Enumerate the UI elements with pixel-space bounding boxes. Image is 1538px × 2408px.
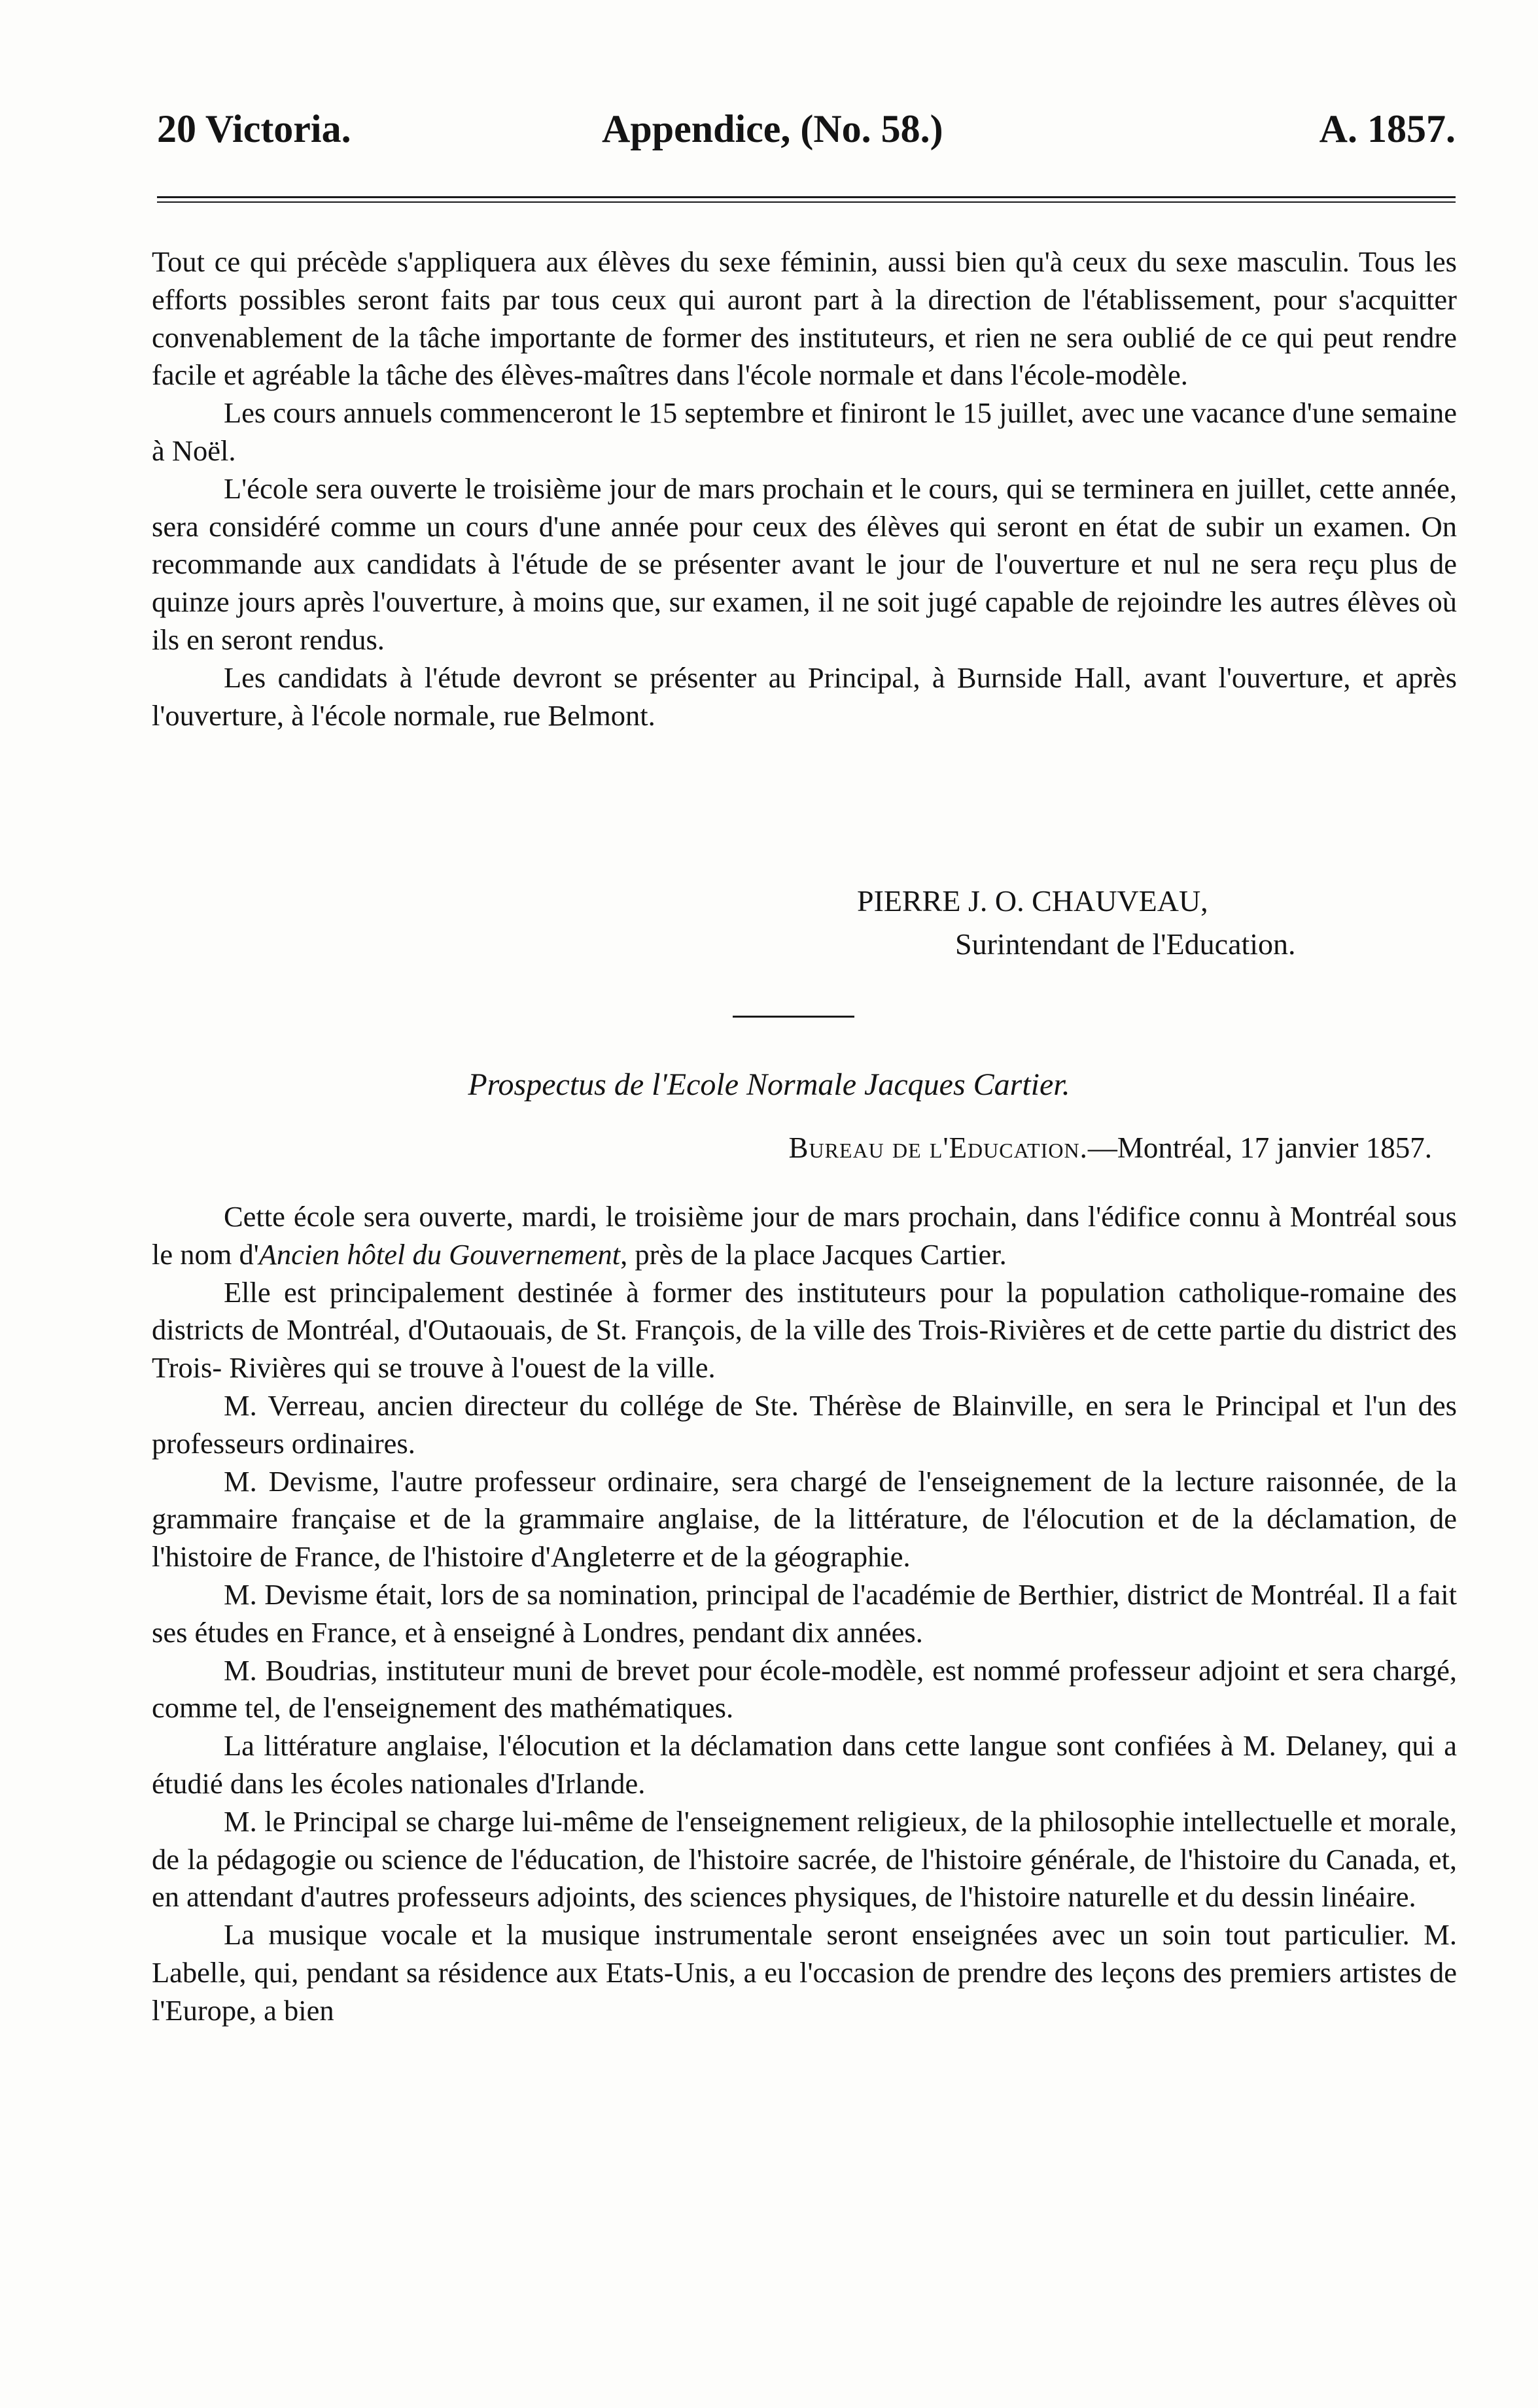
text-run: Cette école sera ouverte, mardi, le troisième jour de mars prochain, dans l'édifice connu à Montréal sous le nom d' — [152, 1200, 1457, 1271]
paragraph: La littérature anglaise, l'élocution et la déclamation dans cette langue sont confiées à M. Delaney, qui a étudié dans les écoles nationales d'Irlande. — [152, 1729, 1457, 1800]
section-divider — [733, 1016, 854, 1018]
paragraph: Les candidats à l'étude devront se présenter au Principal, à Burnside Hall, avant l'ouverture, et après l'ouverture, à l'école normale, rue Belmont. — [152, 661, 1457, 732]
paragraph: La musique vocale et la musique instrumentale seront enseignées avec un soin tout particulier. M. Labelle, qui, pendant sa résidence aux Etats-Unis, a eu l'occasion de prendre des leçons des premiers artistes de l'Europe, a bien — [152, 1918, 1457, 2027]
signature-title: Surintendant de l'Education. — [955, 927, 1296, 961]
paragraph — [152, 1198, 1457, 1274]
paragraph: Les cours annuels commenceront le 15 septembre et finiront le 15 juillet, avec une vacance d'une semaine à Noël. — [152, 396, 1457, 467]
dateline-office: Bureau de l'Education. — [788, 1131, 1088, 1164]
building-name: Ancien hôtel du Gouvernement — [258, 1237, 621, 1271]
header-double-rule — [157, 196, 1456, 203]
running-header — [157, 99, 1456, 158]
dateline-place-date: —Montréal, 17 janvier 1857. — [1087, 1131, 1432, 1164]
paragraph: L'école sera ouverte le troisième jour de mars prochain et le cours, qui se terminera en juillet, cette année, sera considéré comme un cours d'une année pour ceux des élèves qui seront en état de subir un examen. On recommande aux candidats à l'étude de se présenter avant le jour de l'ouverture et nul ne sera reçu plus de quinze jours après l'ouverture, à moins que, sur examen, il ne soit jugé capable de rejoindre les autres élèves où ils en seront rendus. — [152, 472, 1457, 656]
header-year: A. 1857. — [1319, 107, 1456, 150]
signature-name: PIERRE J. O. CHAUVEAU, — [857, 884, 1208, 918]
prospectus-body — [152, 1198, 1457, 2030]
paragraph: M. le Principal se charge lui-même de l'enseignement religieux, de la philosophie intellectuelle et morale, de la pédagogie ou science de l'éducation, de l'histoire sacrée, de l'histoire générale, de l'histoire du Canada, et, en attendant d'autres professeurs adjoints, des sciences physiques, de l'histoire naturelle et du dessin linéaire. — [152, 1804, 1457, 1914]
text-run: , près de la place Jacques Cartier. — [620, 1237, 1007, 1271]
prospectus-title: Prospectus de l'Ecole Normale Jacques Cartier. — [468, 1067, 1070, 1102]
paragraph: Tout ce qui précède s'appliquera aux élèves du sexe féminin, aussi bien qu'à ceux du sexe masculin. Tous les efforts possibles seront faits par tous ceux qui auront part à la direction de l'établissement, pour s'acquitter convenablement de la tâche importante de former des instituteurs, et rien ne sera oublié de ce qui peut rendre facile et agréable la tâche des élèves-maîtres dans l'école normale et dans l'école-modèle. — [152, 245, 1457, 392]
paragraph: M. Boudrias, instituteur muni de brevet pour école-modèle, est nommé professeur adjoint et sera chargé, comme tel, de l'enseignement des mathématiques. — [152, 1653, 1457, 1725]
dateline — [789, 1126, 1432, 1169]
paragraph: M. Devisme était, lors de sa nomination, principal de l'académie de Berthier, district de Montréal. Il a fait ses études en France, et à enseigné à Londres, pendant dix années. — [152, 1577, 1457, 1649]
signature-block — [857, 880, 1296, 966]
header-session: 20 Victoria. — [157, 107, 351, 150]
paragraph: M. Devisme, l'autre professeur ordinaire, sera chargé de l'enseignement de la lecture raisonnée, de la grammaire française et de la grammaire anglaise, de la littérature, de l'élocution et de la déclamation, de l'histoire de France, de l'histoire d'Angleterre et de la géographie. — [152, 1464, 1457, 1574]
paragraph: Elle est principalement destinée à former des instituteurs pour la population catholique-romaine des districts de Montréal, d'Outaouais, de St. François, de la ville des Trois-Rivières et de cette partie du district des Trois- Rivières qui se trouve à l'ouest de la ville. — [152, 1275, 1457, 1385]
closing-section — [152, 243, 1457, 734]
header-appendix: Appendice, (No. 58.) — [602, 107, 943, 150]
paragraph: M. Verreau, ancien directeur du collége de Ste. Thérèse de Blainville, en sera le Principal et l'un des professeurs ordinaires. — [152, 1388, 1457, 1460]
